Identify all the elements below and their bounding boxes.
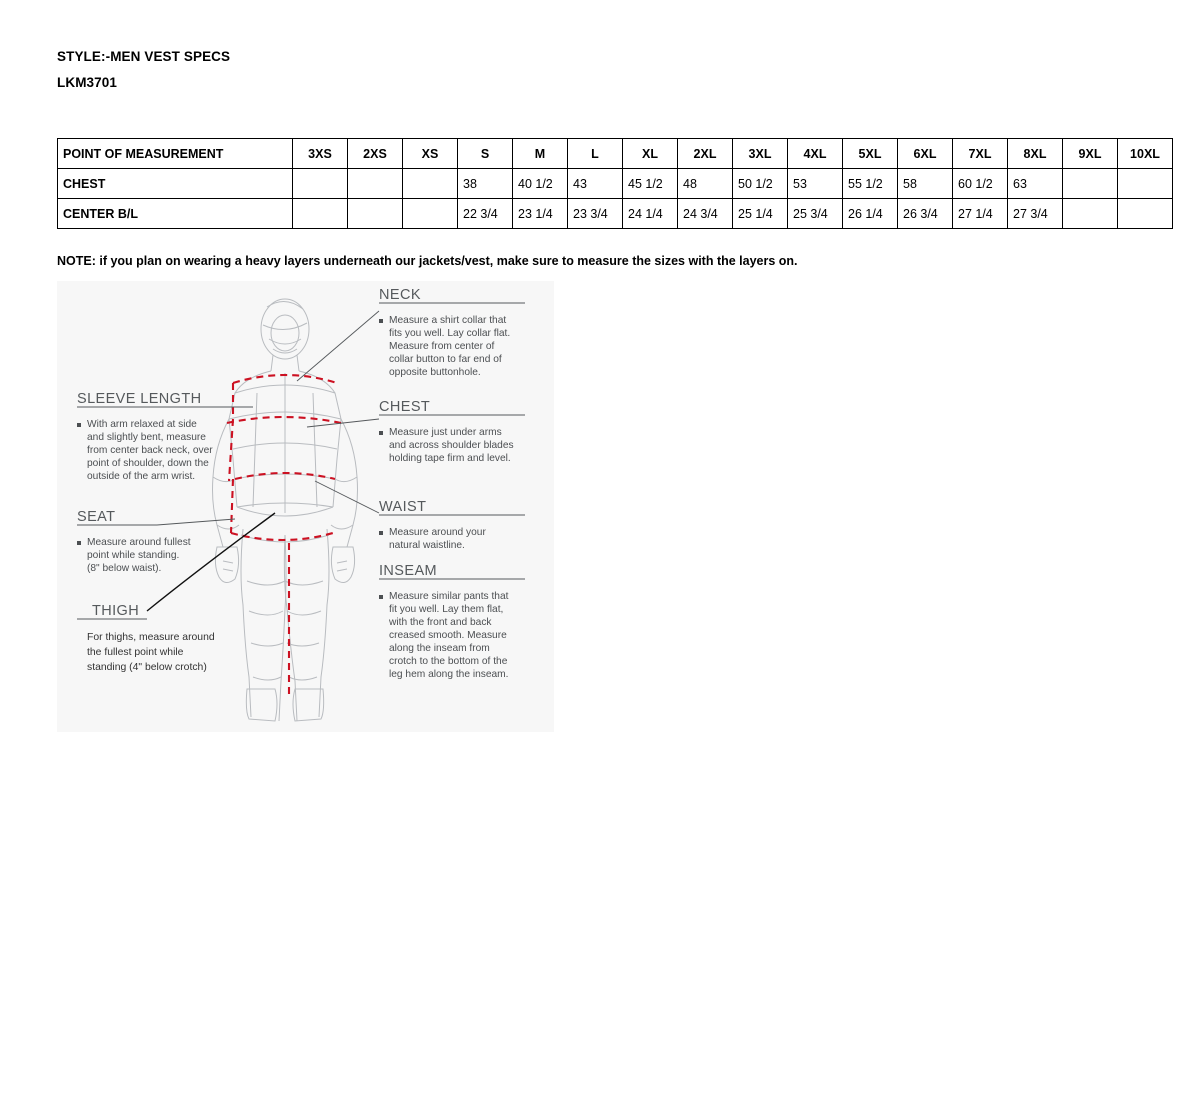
callout-title-sleeve-length: SLEEVE LENGTH bbox=[77, 391, 202, 407]
callout-neck-line-5: opposite buttonhole. bbox=[389, 367, 481, 378]
table-header-4xl: 4XL bbox=[788, 139, 843, 169]
callout-sleeve-line-3: from center back neck, over bbox=[87, 445, 213, 456]
table-header-l: L bbox=[568, 139, 623, 169]
callout-title-thigh: THIGH bbox=[92, 603, 140, 619]
callout-inseam-line-1: Measure similar pants that bbox=[389, 591, 509, 602]
callout-thigh-line-2: the fullest point while bbox=[87, 647, 184, 658]
table-header-6xl: 6XL bbox=[898, 139, 953, 169]
callout-sleeve-line-5: outside of the arm wrist. bbox=[87, 471, 196, 482]
callout-waist-line-1: Measure around your bbox=[389, 527, 486, 538]
measurement-figure bbox=[57, 281, 554, 732]
table-header-9xl: 9XL bbox=[1063, 139, 1118, 169]
callout-inseam-line-7: leg hem along the inseam. bbox=[389, 669, 509, 680]
cell-center-bl-3xl: 25 1/4 bbox=[733, 199, 788, 229]
measurement-note: NOTE: if you plan on wearing a heavy layers underneath our jackets/vest, make sure to measure the sizes with the layers on. bbox=[57, 254, 798, 268]
callout-inseam-line-5: along the inseam from bbox=[389, 643, 490, 654]
bullet-icon bbox=[379, 595, 383, 599]
cell-chest-l: 43 bbox=[568, 169, 623, 199]
table-header-xl: XL bbox=[623, 139, 678, 169]
callout-title-inseam: INSEAM bbox=[379, 563, 437, 579]
cell-center-bl-2xs bbox=[348, 199, 403, 229]
table-header-2xl: 2XL bbox=[678, 139, 733, 169]
table-header-xs: XS bbox=[403, 139, 458, 169]
callout-waist-line-2: natural waistline. bbox=[389, 540, 465, 551]
cell-chest-s: 38 bbox=[458, 169, 513, 199]
cell-chest-m: 40 1/2 bbox=[513, 169, 568, 199]
measurement-table bbox=[57, 138, 1173, 229]
callout-neck-line-1: Measure a shirt collar that bbox=[389, 315, 507, 326]
callout-neck-line-2: fits you well. Lay collar flat. bbox=[389, 328, 511, 339]
cell-center-bl-2xl: 24 3/4 bbox=[678, 199, 733, 229]
row-label-center-bl: CENTER B/L bbox=[58, 199, 293, 229]
cell-chest-7xl: 60 1/2 bbox=[953, 169, 1008, 199]
cell-center-bl-9xl bbox=[1063, 199, 1118, 229]
callout-chest-line-3: holding tape firm and level. bbox=[389, 453, 511, 464]
cell-chest-2xs bbox=[348, 169, 403, 199]
title-block bbox=[57, 44, 230, 96]
style-code: LKM3701 bbox=[57, 75, 117, 90]
callout-sleeve-line-1: With arm relaxed at side bbox=[87, 419, 197, 430]
cell-chest-xl: 45 1/2 bbox=[623, 169, 678, 199]
table-header-row bbox=[58, 139, 1173, 169]
callout-seat-line-2: point while standing. bbox=[87, 550, 180, 561]
cell-chest-10xl bbox=[1118, 169, 1173, 199]
cell-center-bl-7xl: 27 1/4 bbox=[953, 199, 1008, 229]
table-header-8xl: 8XL bbox=[1008, 139, 1063, 169]
cell-chest-6xl: 58 bbox=[898, 169, 953, 199]
row-label-chest: CHEST bbox=[58, 169, 293, 199]
style-title: STYLE:-MEN VEST SPECS bbox=[57, 49, 231, 64]
table-row bbox=[58, 169, 1173, 199]
cell-center-bl-6xl: 26 3/4 bbox=[898, 199, 953, 229]
cell-chest-3xl: 50 1/2 bbox=[733, 169, 788, 199]
callout-seat-line-1: Measure around fullest bbox=[87, 537, 191, 548]
cell-center-bl-s: 22 3/4 bbox=[458, 199, 513, 229]
callout-chest-line-1: Measure just under arms bbox=[389, 427, 502, 438]
table-header-3xs: 3XS bbox=[293, 139, 348, 169]
table-header-3xl: 3XL bbox=[733, 139, 788, 169]
cell-center-bl-l: 23 3/4 bbox=[568, 199, 623, 229]
table-header-m: M bbox=[513, 139, 568, 169]
table-header-2xs: 2XS bbox=[348, 139, 403, 169]
cell-center-bl-m: 23 1/4 bbox=[513, 199, 568, 229]
table-row bbox=[58, 199, 1173, 229]
callout-title-neck: NECK bbox=[379, 287, 421, 303]
bullet-icon bbox=[77, 423, 81, 427]
callout-inseam-line-2: fit you well. Lay them flat, bbox=[389, 604, 504, 615]
callout-seat-line-3: (8" below waist). bbox=[87, 563, 162, 574]
cell-chest-8xl: 63 bbox=[1008, 169, 1063, 199]
callout-neck-line-3: Measure from center of bbox=[389, 341, 495, 352]
cell-chest-9xl bbox=[1063, 169, 1118, 199]
cell-chest-5xl: 55 1/2 bbox=[843, 169, 898, 199]
callout-title-seat: SEAT bbox=[77, 509, 116, 525]
bullet-icon bbox=[379, 319, 383, 323]
cell-center-bl-4xl: 25 3/4 bbox=[788, 199, 843, 229]
table-header-7xl: 7XL bbox=[953, 139, 1008, 169]
cell-chest-2xl: 48 bbox=[678, 169, 733, 199]
callout-title-waist: WAIST bbox=[379, 499, 427, 515]
callout-neck-line-4: collar button to far end of bbox=[389, 354, 502, 365]
cell-chest-xs bbox=[403, 169, 458, 199]
table-header-point-of-measurement: POINT OF MEASUREMENT bbox=[58, 139, 293, 169]
cell-center-bl-8xl: 27 3/4 bbox=[1008, 199, 1063, 229]
cell-center-bl-10xl bbox=[1118, 199, 1173, 229]
table-header-s: S bbox=[458, 139, 513, 169]
bullet-icon bbox=[379, 431, 383, 435]
callout-sleeve-line-2: and slightly bent, measure bbox=[87, 432, 206, 443]
callout-title-chest: CHEST bbox=[379, 399, 431, 415]
bullet-icon bbox=[379, 531, 383, 535]
callout-inseam-line-3: with the front and back bbox=[389, 617, 492, 628]
table-header-10xl: 10XL bbox=[1118, 139, 1173, 169]
cell-center-bl-5xl: 26 1/4 bbox=[843, 199, 898, 229]
cell-center-bl-3xs bbox=[293, 199, 348, 229]
cell-chest-4xl: 53 bbox=[788, 169, 843, 199]
cell-chest-3xs bbox=[293, 169, 348, 199]
callout-chest-line-2: and across shoulder blades bbox=[389, 440, 514, 451]
callout-sleeve-line-4: point of shoulder, down the bbox=[87, 458, 209, 469]
cell-center-bl-xl: 24 1/4 bbox=[623, 199, 678, 229]
callout-inseam-line-4: creased smooth. Measure bbox=[389, 630, 507, 641]
callout-thigh-line-1: For thighs, measure around bbox=[87, 632, 215, 643]
table-header-5xl: 5XL bbox=[843, 139, 898, 169]
bullet-icon bbox=[77, 541, 81, 545]
callout-thigh-line-3: standing (4" below crotch) bbox=[87, 662, 207, 673]
cell-center-bl-xs bbox=[403, 199, 458, 229]
callout-inseam-line-6: crotch to the bottom of the bbox=[389, 656, 508, 667]
